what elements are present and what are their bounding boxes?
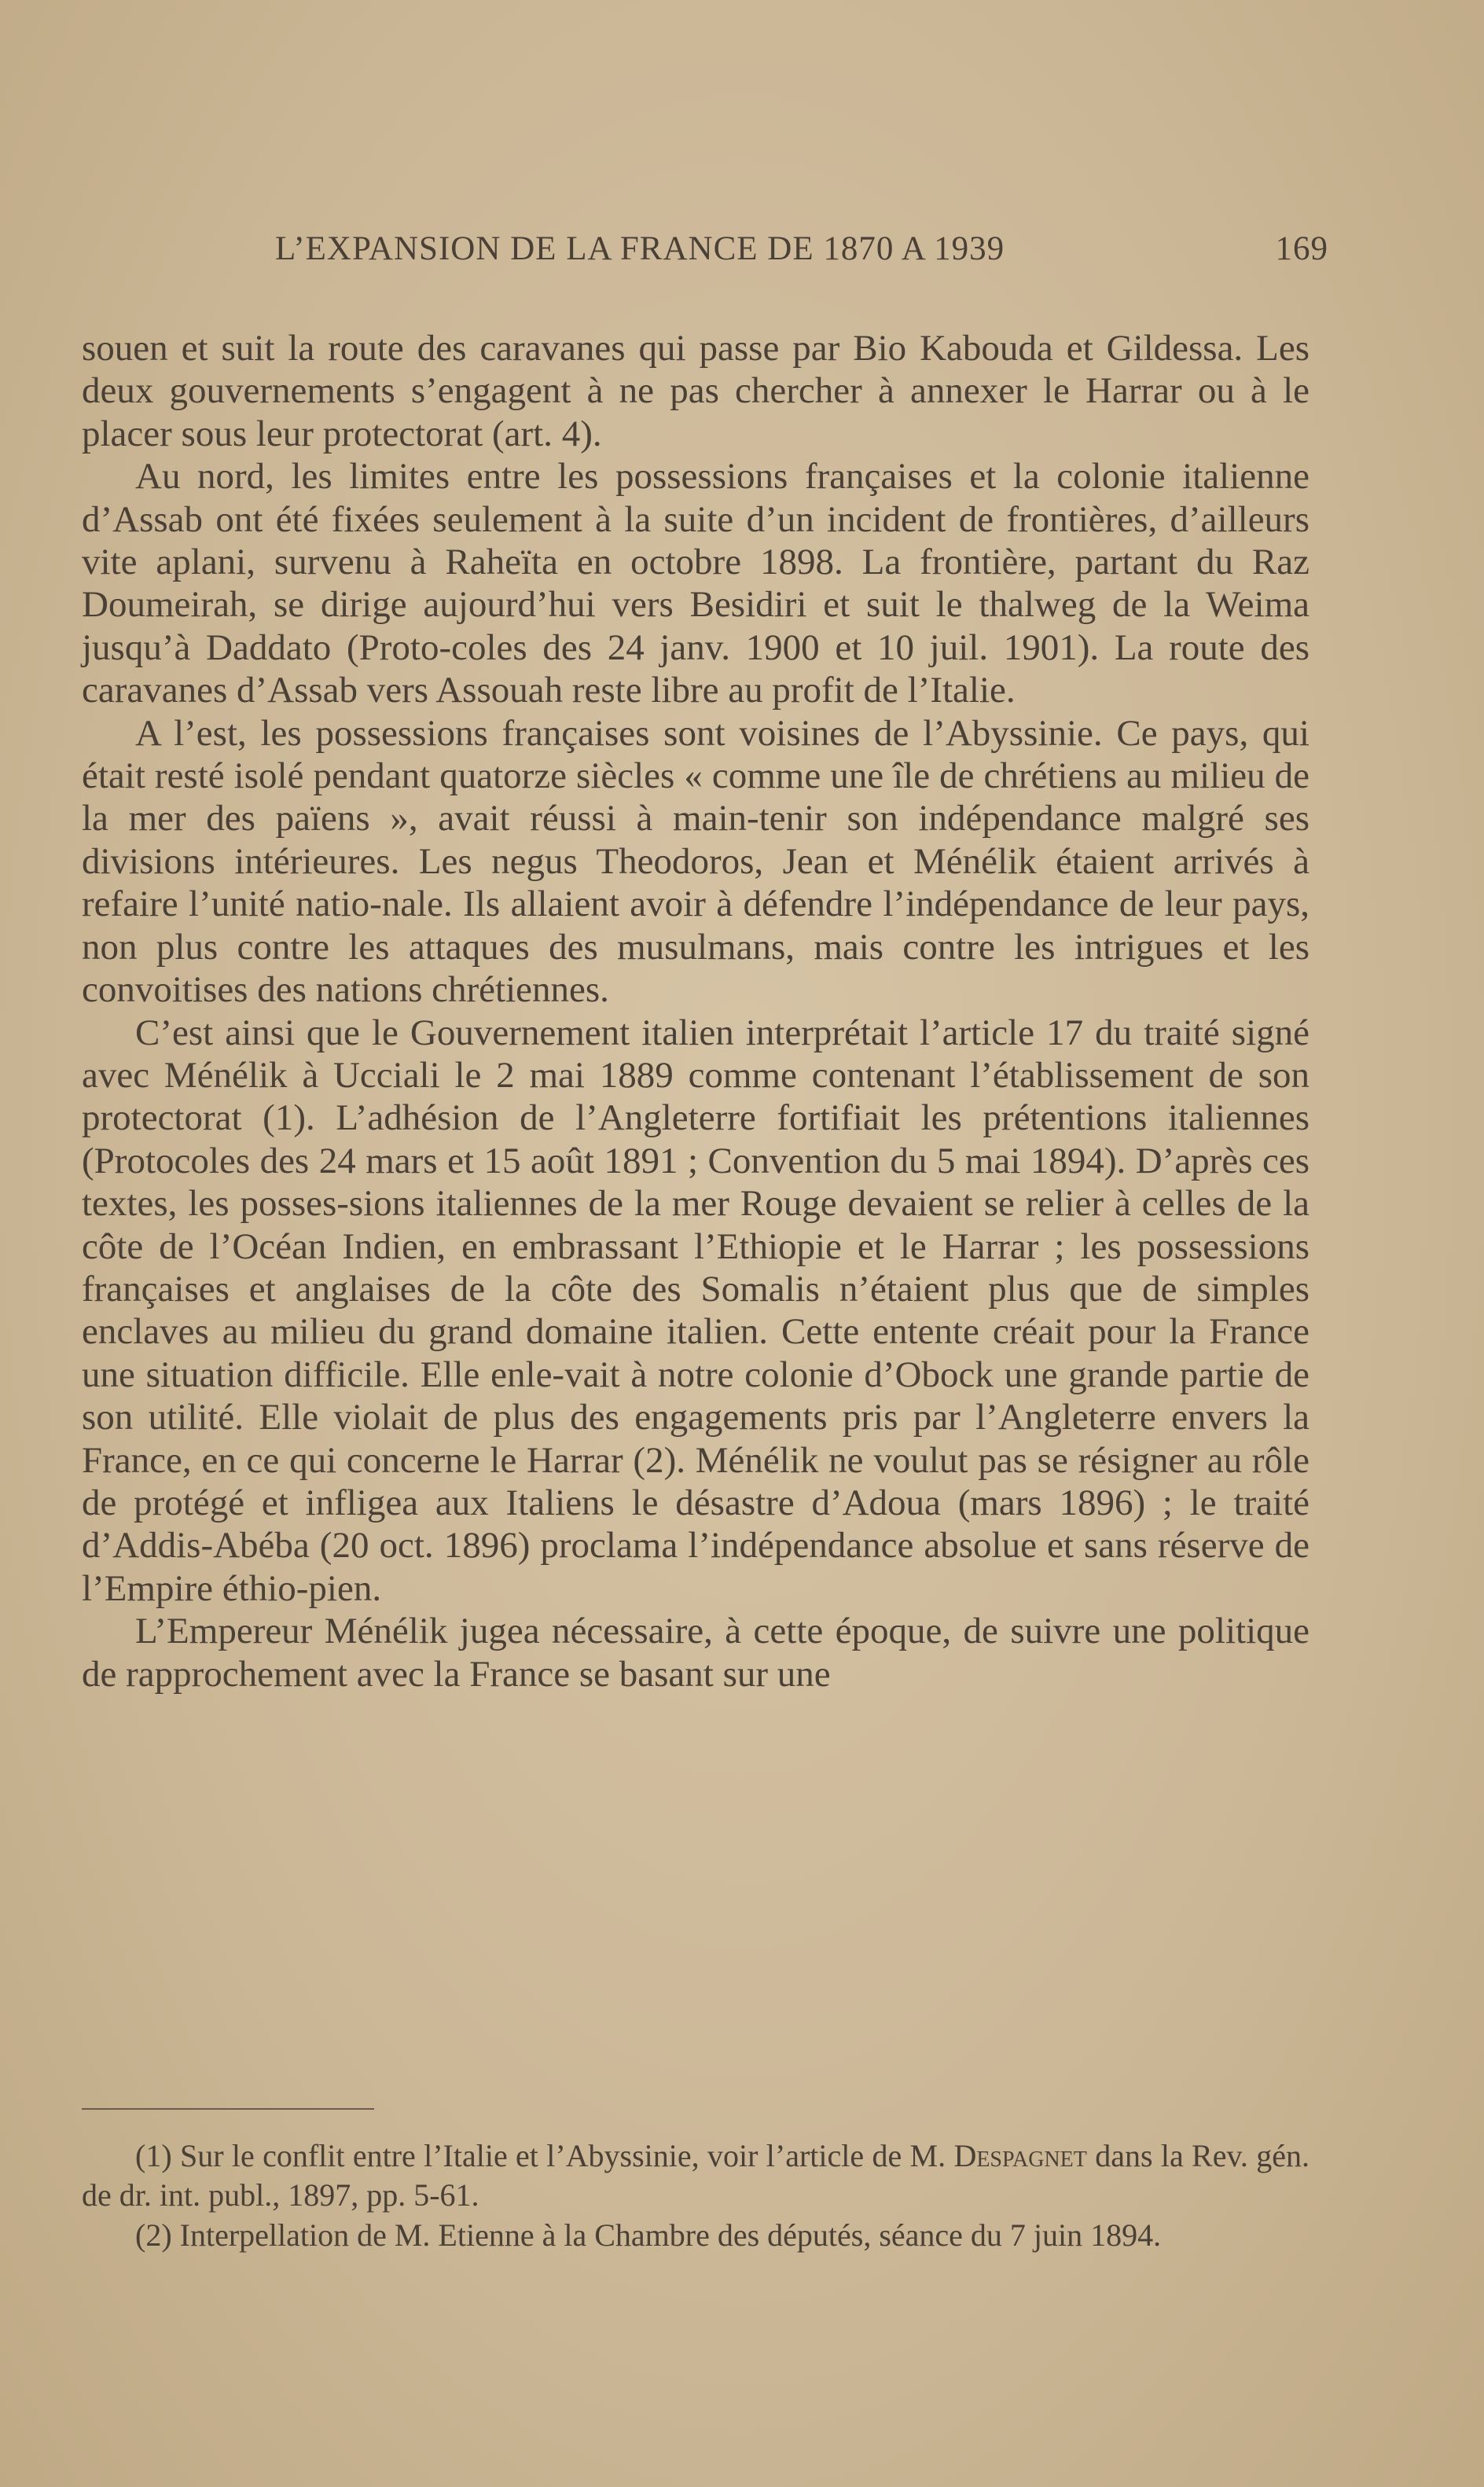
footnote-1-author: Despagnet <box>953 2138 1087 2173</box>
footnote-rule <box>82 2108 374 2110</box>
footnote-2: (2) Interpellation de M. Etienne à la Chambre des députés, séance du 7 juin 1894. <box>135 2217 1162 2253</box>
paragraph-italian-protectorate: C’est ainsi que le Gouvernement italien interprétait l’article 17 du traité signé avec Ménélik à Ucciali le 2 mai 1889 comme contenant l’établissement de son protectorat (1). L’adhésion de l’Angleterre fortifiait les prétentions italiennes (Protocoles des 24 mars et 15 août 1891 ; Convention du 5 mai 1894). D’après ces textes, les posses-sions italiennes de la mer Rouge devaient se relier à celles de la côte de l’Océan Indien, en embrassant l’Ethiopie et le Harrar ; les possessions françaises et anglaises de la côte des Somalis n’étaient plus que de simples enclaves au milieu du grand domaine italien. Cette entente créait pour la France une situation difficile. Elle enle-vait à notre colonie d’Obock une grande partie de son utilité. Elle violait de plus des engagements pris par l’Angleterre envers la France, en ce qui concerne le Harrar (2). Ménélik ne voulut pas se résigner au rôle de protégé et infligea aux Italiens le désastre d’Adoua (mars 1896) ; le traité d’Addis-Abéba (20 oct. 1896) proclama l’indépendance absolue et sans réserve de l’Empire éthio-pien. <box>82 1012 1310 1609</box>
body-text <box>82 327 1310 1695</box>
paragraph-north-border: Au nord, les limites entre les possessions françaises et la colonie italienne d’Assab ont été fixées seulement à la suite d’un incident de frontières, d’ailleurs vite aplani, survenu à Raheïta en octobre 1898. La frontière, partant du Raz Doumeirah, se dirige aujourd’hui vers Besidiri et suit le thalweg de la Weima jusqu’à Daddato (Proto-coles des 24 janv. 1900 et 10 juil. 1901). La route des caravanes d’Assab vers Assouah reste libre au profit de l’Italie. <box>82 456 1310 711</box>
running-title: L’EXPANSION DE LA FRANCE DE 1870 A 1939 <box>275 230 1005 267</box>
paragraph-abyssinia: A l’est, les possessions françaises sont voisines de l’Abyssinie. Ce pays, qui était resté isolé pendant quatorze siècles « comme une île de chrétiens au milieu de la mer des païens », avait réussi à main-tenir son indépendance malgré ses divisions intérieures. Les negus Theodoros, Jean et Ménélik étaient arrivés à refaire l’unité natio-nale. Ils allaient avoir à défendre l’indépendance de leur pays, non plus contre les attaques des musulmans, mais contre les intrigues et les convoitises des nations chrétiennes. <box>82 712 1310 1011</box>
page-number: 169 <box>1275 230 1328 267</box>
footnote-1 <box>82 2136 1310 2216</box>
footnote-1-text-after: dans la Rev. gén. de dr. int. publ., 1897, pp. 5-61. <box>82 2138 1310 2213</box>
paragraph-continuation: souen et suit la route des caravanes qui passe par Bio Kabouda et Gildessa. Les deux gouvernements s’engagent à ne pas chercher à annexer le Harrar ou à le placer sous leur protectorat (art. 4). <box>82 328 1310 454</box>
footnote-1-text-before: (1) Sur le conflit entre l’Italie et l’Abyssinie, voir l’article de M. <box>135 2138 954 2173</box>
running-header <box>275 230 1328 277</box>
paragraph-menelik-policy: L’Empereur Ménélik jugea nécessaire, à cette époque, de suivre une politique de rapprochement avec la France se basant sur une <box>82 1611 1310 1695</box>
footnotes <box>82 2136 1310 2255</box>
